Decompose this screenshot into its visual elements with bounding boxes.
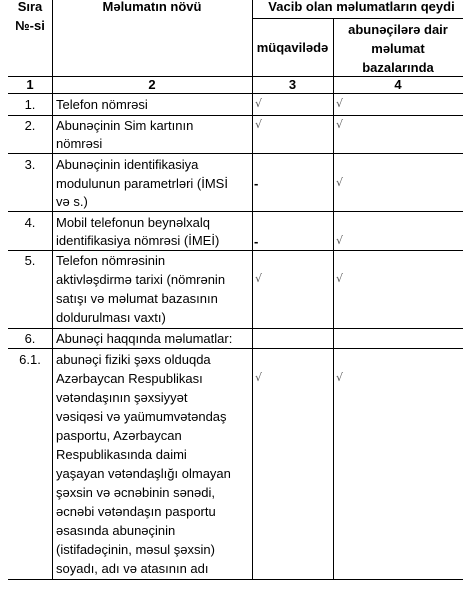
rule — [8, 153, 463, 154]
row-text: satışı və məlumat bazasının — [56, 291, 218, 306]
check-mark-icon: √ — [255, 118, 263, 131]
row-text: doldurulması vaxtı) — [56, 310, 166, 325]
row-number: 2. — [24, 118, 36, 133]
dash-mark: - — [254, 234, 259, 249]
dash-mark: - — [254, 176, 259, 191]
row-text: nömrəsi — [56, 136, 103, 151]
row-text: identifikasiya nömrəsi (İMEİ) — [56, 233, 220, 248]
check-mark-icon: √ — [255, 97, 263, 110]
row-number: 1. — [24, 97, 36, 112]
row-text: şəxsin və əcnəbinin sənədi, — [56, 485, 215, 500]
rule — [8, 579, 463, 580]
column-number: 3 — [288, 77, 297, 92]
column-number: 1 — [26, 77, 34, 92]
row-text: pasportu, Azərbaycan — [56, 428, 182, 443]
column-number: 4 — [394, 77, 402, 92]
row-text: Abunəçi haqqında məlumatlar: — [56, 331, 233, 346]
row-text: Respublikasında daimi — [56, 447, 187, 462]
row-number: 6.1. — [19, 352, 41, 367]
row-text: Azərbaycan Respublikası — [56, 371, 203, 386]
rule — [8, 348, 463, 349]
row-text: vəsiqəsi və yaümumvətəndaş — [56, 409, 227, 424]
column-number: 2 — [148, 77, 156, 92]
col-database-header-3: bazalarında — [362, 60, 434, 75]
col-number-header: Sıra — [17, 0, 43, 14]
row-text: Telefon nömrəsi — [56, 97, 148, 112]
row-text: vətəndaşının şəxsiyyət — [56, 390, 188, 405]
check-mark-icon: √ — [336, 272, 344, 285]
row-number: 3. — [24, 157, 36, 172]
col-database-header: abunəçilərə dair — [348, 22, 448, 37]
row-number: 5. — [24, 253, 36, 268]
row-number: 6. — [24, 331, 36, 346]
check-mark-icon: √ — [255, 272, 263, 285]
row-text: abunəçi fiziki şəxs olduqda — [56, 352, 211, 367]
row-text: modulunun parametrləri (İMSİ — [56, 176, 228, 191]
rule — [252, 18, 463, 19]
row-text: yaşayan vətəndaşlığı olmayan — [56, 466, 231, 481]
check-mark-icon: √ — [336, 234, 344, 247]
row-text: (istifadəçinin, məsul şəxsin) — [56, 542, 215, 557]
row-number: 4. — [24, 215, 36, 230]
col-database-header-2: məlumat — [371, 41, 425, 56]
col-info-type-header: Məlumatın növü — [102, 0, 202, 14]
col-group-header: Vacib olan məlumatların qeydi — [268, 0, 455, 14]
col-contract-header: müqavilədə — [256, 40, 329, 55]
check-mark-icon: √ — [336, 97, 344, 110]
row-text: əsasında abunəçinin — [56, 523, 176, 538]
check-mark-icon: √ — [336, 176, 344, 189]
check-mark-icon: √ — [255, 371, 263, 384]
row-text: aktivləşdirmə tarixi (nömrənin — [56, 272, 226, 287]
rule — [8, 211, 463, 212]
row-text: Abunəçinin identifikasiya — [56, 157, 199, 172]
row-text: Mobil telefonun beynəlxalq — [56, 215, 210, 230]
row-text: və s.) — [56, 194, 88, 209]
check-mark-icon: √ — [336, 118, 344, 131]
col-number-header-2: №-si — [15, 18, 45, 33]
rule — [333, 18, 334, 580]
row-text: soyadı, adı və atasının adı — [56, 561, 209, 576]
row-text: əcnəbi vətəndaşın pasportu — [56, 504, 216, 519]
check-mark-icon: √ — [336, 371, 344, 384]
row-text: Abunəçinin Sim kartının — [56, 118, 194, 133]
row-text: Telefon nömrəsinin — [56, 253, 166, 268]
